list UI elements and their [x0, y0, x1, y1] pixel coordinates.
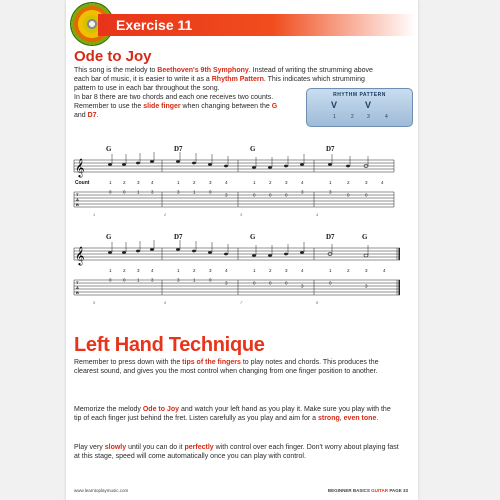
song-title: Ode to Joy: [74, 48, 152, 65]
svg-text:3: 3: [137, 180, 140, 185]
svg-text:3: 3: [301, 283, 304, 289]
bar-8-paragraph: In bar 8 there are two chords and each one receives two counts. Remember to use the slide finger when changing between the G and D7.: [74, 94, 278, 119]
svg-text:3: 3: [209, 180, 212, 185]
tab-label: [76, 280, 79, 295]
svg-text:3: 3: [151, 189, 154, 195]
svg-text:0: 0: [209, 189, 212, 195]
svg-text:0: 0: [253, 192, 256, 198]
svg-text:3: 3: [177, 189, 180, 195]
svg-text:3: 3: [225, 280, 228, 286]
bar-number: 7: [240, 300, 243, 305]
svg-text:3: 3: [225, 192, 228, 198]
svg-text:0: 0: [253, 280, 256, 286]
svg-text:3: 3: [365, 268, 368, 273]
svg-text:0: 0: [209, 277, 212, 283]
svg-text:1: 1: [109, 268, 112, 273]
treble-clef-icon: 𝄞: [75, 246, 85, 265]
chord-symbol: D7: [174, 233, 183, 241]
strum-down-icon: V: [365, 100, 372, 110]
bar-number: 3: [240, 212, 243, 217]
svg-text:0: 0: [329, 280, 332, 286]
svg-text:2: 2: [123, 180, 126, 185]
svg-text:2: 2: [347, 180, 350, 185]
svg-text:1: 1: [177, 180, 180, 185]
svg-text:1: 1: [329, 180, 332, 185]
svg-text:2: 2: [269, 180, 272, 185]
svg-text:3: 3: [209, 268, 212, 273]
svg-text:0: 0: [123, 189, 126, 195]
svg-text:1: 1: [193, 189, 196, 195]
svg-text:4: 4: [151, 268, 154, 273]
book-page: [66, 0, 418, 500]
svg-text:A: A: [76, 197, 79, 202]
svg-text:3: 3: [365, 180, 368, 185]
svg-text:2: 2: [123, 268, 126, 273]
svg-text:T: T: [76, 192, 79, 197]
svg-text:1: 1: [329, 268, 332, 273]
svg-text:A: A: [76, 285, 79, 290]
rhythm-count: 1: [333, 114, 336, 120]
svg-text:3: 3: [329, 189, 332, 195]
svg-text:T: T: [76, 280, 79, 285]
svg-text:1: 1: [137, 277, 140, 283]
svg-text:4: 4: [225, 180, 228, 185]
svg-text:4: 4: [301, 180, 304, 185]
bar-number: 8: [316, 300, 319, 305]
svg-text:3: 3: [285, 180, 288, 185]
strum-down-icon: V: [331, 100, 338, 110]
chord-symbol: G: [106, 233, 112, 241]
svg-text:3: 3: [137, 268, 140, 273]
svg-text:1: 1: [253, 180, 256, 185]
highlight-slowly: slowly: [104, 444, 127, 451]
svg-text:1: 1: [137, 189, 140, 195]
highlight-slide-finger: slide finger: [143, 103, 181, 110]
svg-text:2: 2: [193, 268, 196, 273]
footer-page-info: BEGINNER BASICS GUITAR PAGE 33: [327, 488, 408, 493]
svg-text:0: 0: [109, 189, 112, 195]
svg-text:3: 3: [177, 277, 180, 283]
svg-text:4: 4: [383, 268, 386, 273]
score-system-2: [66, 228, 418, 308]
rhythm-count: 2: [351, 114, 354, 120]
svg-text:3: 3: [285, 268, 288, 273]
svg-text:4: 4: [381, 180, 384, 185]
footer-website: www.learntoplaymusic.com: [74, 488, 129, 493]
svg-text:B: B: [76, 290, 79, 295]
chord-symbol: G: [250, 145, 256, 153]
score-system-1: [66, 140, 418, 220]
exercise-banner: Exercise 11: [98, 14, 416, 36]
svg-text:1: 1: [193, 277, 196, 283]
svg-text:3: 3: [365, 283, 368, 289]
svg-text:0: 0: [347, 192, 350, 198]
tab-label: [76, 192, 79, 207]
chord-symbol: G: [362, 233, 368, 241]
highlight-ode-to-joy: Ode to Joy: [142, 406, 180, 413]
svg-text:2: 2: [193, 180, 196, 185]
rhythm-pattern-title: RHYTHM PATTERN: [333, 92, 386, 98]
bar-number: 4: [316, 212, 319, 217]
svg-text:1: 1: [109, 180, 112, 185]
svg-text:2: 2: [347, 268, 350, 273]
highlight-perfectly: perfectly: [184, 444, 214, 451]
chord-symbol: D7: [326, 233, 335, 241]
chord-symbol: D7: [326, 145, 335, 153]
svg-text:1: 1: [177, 268, 180, 273]
svg-text:1: 1: [253, 268, 256, 273]
chord-symbol: D7: [174, 145, 183, 153]
bar-number: 5: [93, 300, 96, 305]
svg-text:0: 0: [123, 277, 126, 283]
svg-text:B: B: [76, 202, 79, 207]
chord-symbol: G: [106, 145, 112, 153]
song-intro-paragraph: This song is the melody to Beethoven's 9th Symphony. Instead of writing the strumming above each bar of music, it is easier to write it as a Rhythm Pattern. This indicates which strumming pattern to use in each bar throughout the song.: [74, 67, 373, 92]
rhythm-count: 3: [367, 114, 370, 120]
svg-text:4: 4: [225, 268, 228, 273]
treble-clef-icon: 𝄞: [75, 158, 85, 177]
highlight-rhythm-pattern: Rhythm Pattern: [211, 76, 264, 83]
technique-title: Left Hand Technique: [74, 334, 265, 356]
svg-text:0: 0: [285, 280, 288, 286]
bar-number: 1: [93, 212, 96, 217]
chord-symbol: G: [250, 233, 256, 241]
svg-text:4: 4: [151, 180, 154, 185]
bar-number: 2: [164, 212, 167, 217]
bar-number: 6: [164, 300, 167, 305]
svg-text:0: 0: [269, 280, 272, 286]
technique-paragraph-1: Remember to press down with the tips of the fingers to play notes and chords. This produces the clearest sound, and gives you the most control when changing from one finger position to another.: [74, 359, 379, 375]
svg-text:0: 0: [285, 192, 288, 198]
technique-paragraph-2: Memorize the melody Ode to Joy and watch your left hand as you play it. Make sure you play with the tip of each finger just behind the fret. Listen carefully as you play and aim for a strong, even tone.: [74, 406, 391, 422]
svg-text:3: 3: [151, 277, 154, 283]
highlight-tips-of-fingers: tips of the fingers: [182, 359, 241, 366]
count-label: Count: [75, 180, 90, 186]
rhythm-count: 4: [385, 114, 388, 120]
svg-text:0: 0: [365, 192, 368, 198]
rhythm-pattern-panel: [306, 88, 413, 127]
tab-numbers: [109, 190, 368, 198]
svg-text:4: 4: [301, 268, 304, 273]
highlight-beethoven: Beethoven's 9th Symphony: [157, 67, 249, 74]
svg-text:0: 0: [269, 192, 272, 198]
technique-paragraph-3: Play very slowly until you can do it perfectly with control over each finger. Don't worry about playing fast at this stage, speed will come automatically once you can play with control.: [74, 444, 399, 460]
svg-text:2: 2: [269, 268, 272, 273]
svg-text:3: 3: [301, 189, 304, 195]
svg-text:0: 0: [109, 277, 112, 283]
